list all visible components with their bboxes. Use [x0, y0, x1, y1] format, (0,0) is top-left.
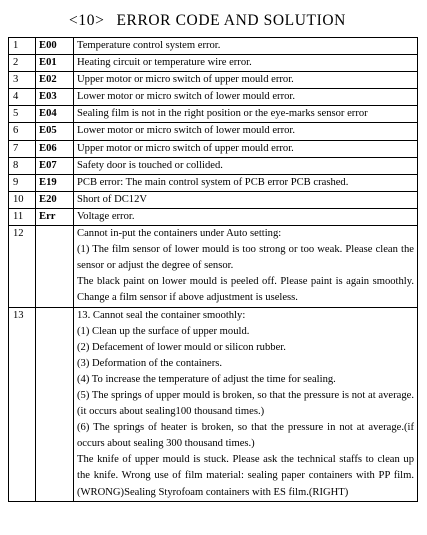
row-number-cell: 9 [9, 174, 36, 191]
row-number-cell: 12 [9, 226, 36, 307]
description-cell [74, 191, 418, 208]
description-paragraph: Short of DC12V [77, 193, 148, 205]
row-number-cell: 4 [9, 89, 36, 106]
description-paragraph: (1) Clean up the surface of upper mould. [77, 325, 250, 337]
row-number-cell: 6 [9, 123, 36, 140]
error-code-cell: E06 [36, 140, 74, 157]
description-paragraph: 13. Cannot seal the container smoothly: [77, 309, 246, 321]
description-paragraph: Temperature control system error. [77, 40, 221, 51]
error-code-cell: E05 [36, 123, 74, 140]
error-code-table [8, 37, 418, 502]
error-code-cell [36, 307, 74, 501]
description-paragraph: Cannot in-put the containers under Auto setting: [77, 228, 282, 240]
description-paragraph: Upper motor or micro switch of upper mould error. [77, 74, 294, 86]
description-paragraph: Upper motor or micro switch of upper mould error. [77, 142, 294, 154]
description-paragraph: (1) The film sensor of lower mould is too strong or too weak. Please clean the sensor or adjust the degree of sensor. [77, 244, 414, 272]
table-row [9, 157, 418, 174]
description-paragraph: (3) Deformation of the containers. [77, 357, 223, 369]
error-code-cell [36, 226, 74, 307]
description-cell [74, 89, 418, 106]
row-number-cell: 2 [9, 55, 36, 72]
error-code-cell: E04 [36, 106, 74, 123]
description-paragraph: (6) The springs of heater is broken, so that the pressure in not at average.(if occurs about sealing 300 thousand times.) [77, 422, 414, 450]
description-paragraph: Heating circuit or temperature wire error. [77, 57, 252, 69]
description-paragraph: Lower motor or micro switch of lower mould error. [77, 125, 295, 137]
description-cell [74, 72, 418, 89]
row-number-cell: 1 [9, 38, 36, 55]
table-row [9, 55, 418, 72]
table-row [9, 106, 418, 123]
description-cell [74, 174, 418, 191]
table-row [9, 140, 418, 157]
description-cell [74, 307, 418, 501]
error-code-cell: Err [36, 208, 74, 225]
description-cell [74, 157, 418, 174]
error-code-cell: E03 [36, 89, 74, 106]
description-cell [74, 55, 418, 72]
row-number-cell: 8 [9, 157, 36, 174]
row-number-cell: 7 [9, 140, 36, 157]
row-number-cell: 3 [9, 72, 36, 89]
table-row [9, 191, 418, 208]
description-paragraph: (5) The springs of upper mould is broken, so that the pressure is not at average. (it occurs about sealing100 thousand times.) [77, 389, 414, 418]
row-number-cell: 13 [9, 307, 36, 501]
description-paragraph: The knife of upper mould is stuck. Please ask the technical staffs to clean up the knife. Wrong use of film material: sealing paper containers with PP film.(WRONG)Sealing Styrofoam containers with ES film.(RIGHT) [77, 454, 414, 498]
error-code-cell: E07 [36, 157, 74, 174]
error-code-cell: E19 [36, 174, 74, 191]
heading-prefix: <10> [69, 12, 105, 29]
error-code-cell: E01 [36, 55, 74, 72]
row-number-cell: 11 [9, 208, 36, 225]
description-cell [74, 208, 418, 225]
description-cell [74, 140, 418, 157]
table-row [9, 174, 418, 191]
error-code-table-body [9, 38, 418, 502]
table-row [9, 226, 418, 307]
table-row [9, 123, 418, 140]
table-row [9, 208, 418, 225]
description-cell [74, 106, 418, 123]
heading-text: ERROR CODE AND SOLUTION [116, 12, 346, 29]
description-paragraph: Lower motor or micro switch of lower mould error. [77, 91, 295, 103]
description-paragraph: Sealing film is not in the right position or the eye-marks sensor error [77, 108, 368, 120]
table-row [9, 89, 418, 106]
error-code-cell: E00 [36, 38, 74, 55]
page-title [0, 12, 427, 30]
description-paragraph: (2) Defacement of lower mould or silicon rubber. [77, 341, 286, 353]
error-code-cell: E20 [36, 191, 74, 208]
description-paragraph: Voltage error. [77, 210, 135, 222]
description-paragraph: Safety door is touched or collided. [77, 159, 223, 171]
row-number-cell: 5 [9, 106, 36, 123]
description-paragraph: The black paint on lower mould is peeled off. Please paint is again smoothly. Change a film sensor if above adjustment is useless. [77, 276, 414, 304]
table-row [9, 38, 418, 55]
row-number-cell: 10 [9, 191, 36, 208]
description-cell [74, 226, 418, 307]
description-cell [74, 123, 418, 140]
description-cell [74, 38, 418, 55]
description-paragraph: (4) To increase the temperature of adjust the time for sealing. [77, 373, 336, 385]
description-paragraph: PCB error: The main control system of PCB error PCB crashed. [77, 176, 349, 188]
error-code-cell: E02 [36, 72, 74, 89]
table-row [9, 72, 418, 89]
table-row [9, 307, 418, 501]
